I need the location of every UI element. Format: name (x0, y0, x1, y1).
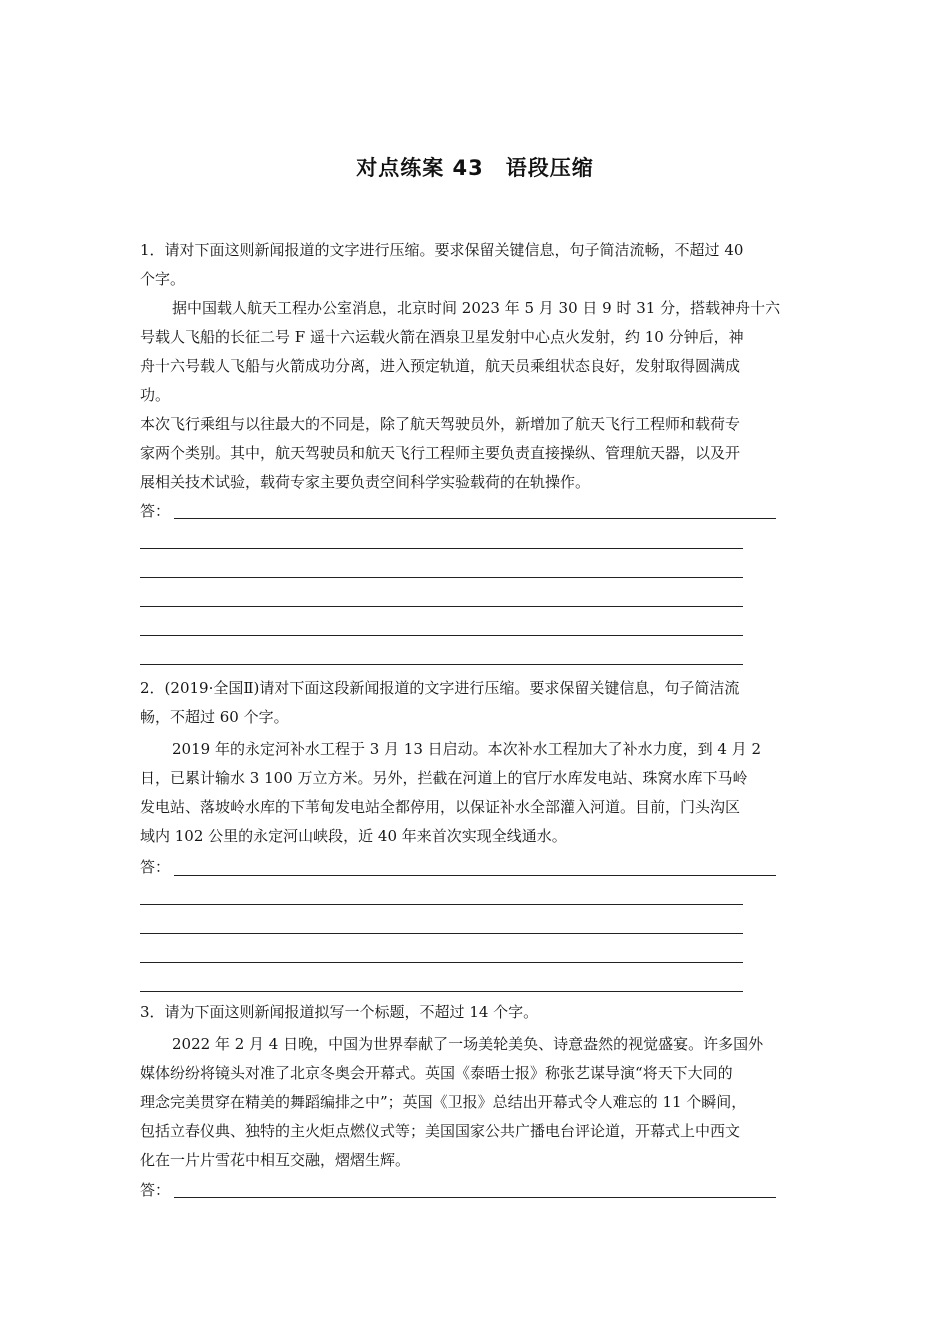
answer-line[interactable] (140, 635, 743, 636)
passage-line: 域内 102 公里的永定河山峡段，近 40 年来首次实现全线通水。 (140, 827, 567, 845)
passage-line: 理念完美贯穿在精美的舞蹈编排之中”；英国《卫报》总结出开幕式令人难忘的 11 个瞬间， (140, 1093, 747, 1111)
passage-line: 包括立春仪典、独特的主火炬点燃仪式等；美国国家公共广播电台评论道，开幕式上中西文 (140, 1122, 741, 1140)
answer-line[interactable] (174, 875, 776, 876)
answer-line[interactable] (140, 904, 743, 905)
answer-line[interactable] (140, 933, 743, 934)
answer-label: 答： (140, 858, 171, 876)
answer-line[interactable] (140, 548, 743, 549)
answer-line[interactable] (140, 664, 743, 665)
passage-line: 据中国载人航天工程办公室消息，北京时间 2023 年 5 月 30 日 9 时 31 分，搭载神舟十六 (172, 299, 781, 317)
passage-line: 展相关技术试验，载荷专家主要负责空间科学实验载荷的在轨操作。 (140, 473, 591, 491)
passage-line: 媒体纷纷将镜头对准了北京冬奥会开幕式。英国《泰晤士报》称张艺谋导演“将天下大同的 (140, 1064, 733, 1082)
passage-line: 日，已累计输水 3 100 万立方米。另外，拦截在河道上的官厅水库发电站、珠窝水库下马岭 (140, 769, 748, 787)
passage-line: 2022 年 2 月 4 日晚，中国为世界奉献了一场美轮美奂、诗意盎然的视觉盛宴。许多国外 (172, 1035, 764, 1053)
answer-line[interactable] (140, 991, 743, 992)
answer-label: 答： (140, 502, 171, 520)
answer-label: 答： (140, 1181, 171, 1199)
passage-line: 功。 (140, 386, 171, 404)
passage-line: 舟十六号载人飞船与火箭成功分离，进入预定轨道，航天员乘组状态良好，发射取得圆满成 (140, 357, 741, 375)
answer-line[interactable] (174, 1197, 776, 1198)
answer-line[interactable] (174, 518, 776, 519)
answer-line[interactable] (140, 606, 743, 607)
passage-line: 化在一片片雪花中相互交融，熠熠生辉。 (140, 1151, 411, 1169)
question-prompt: 个字。 (140, 270, 186, 288)
passage-line: 2019 年的永定河补水工程于 3 月 13 日启动。本次补水工程加大了补水力度，到 4 月 2 (172, 740, 762, 758)
passage-line: 号载人飞船的长征二号 F 遥十六运载火箭在酒泉卫星发射中心点火发射，约 10 分钟后，神 (140, 328, 744, 346)
question-prompt: 2．(2019·全国Ⅱ)请对下面这段新闻报道的文字进行压缩。要求保留关键信息，句子简洁流 (140, 679, 740, 697)
answer-line[interactable] (140, 962, 743, 963)
question-prompt: 畅，不超过 60 个字。 (140, 708, 289, 726)
question-prompt: 1．请对下面这则新闻报道的文字进行压缩。要求保留关键信息，句子简洁流畅，不超过 40 (140, 241, 744, 259)
page-title: 对点练案 43 语段压缩 (356, 156, 594, 180)
passage-line: 家两个类别。其中，航天驾驶员和航天飞行工程师主要负责直接操纵、管理航天器，以及开 (140, 444, 741, 462)
passage-line: 本次飞行乘组与以往最大的不同是，除了航天驾驶员外，新增加了航天飞行工程师和载荷专 (140, 415, 741, 433)
passage-line: 发电站、落坡岭水库的下苇甸发电站全都停用，以保证补水全部灌入河道。目前，门头沟区 (140, 798, 741, 816)
answer-line[interactable] (140, 577, 743, 578)
question-prompt: 3．请为下面这则新闻报道拟写一个标题，不超过 14 个字。 (140, 1003, 539, 1021)
